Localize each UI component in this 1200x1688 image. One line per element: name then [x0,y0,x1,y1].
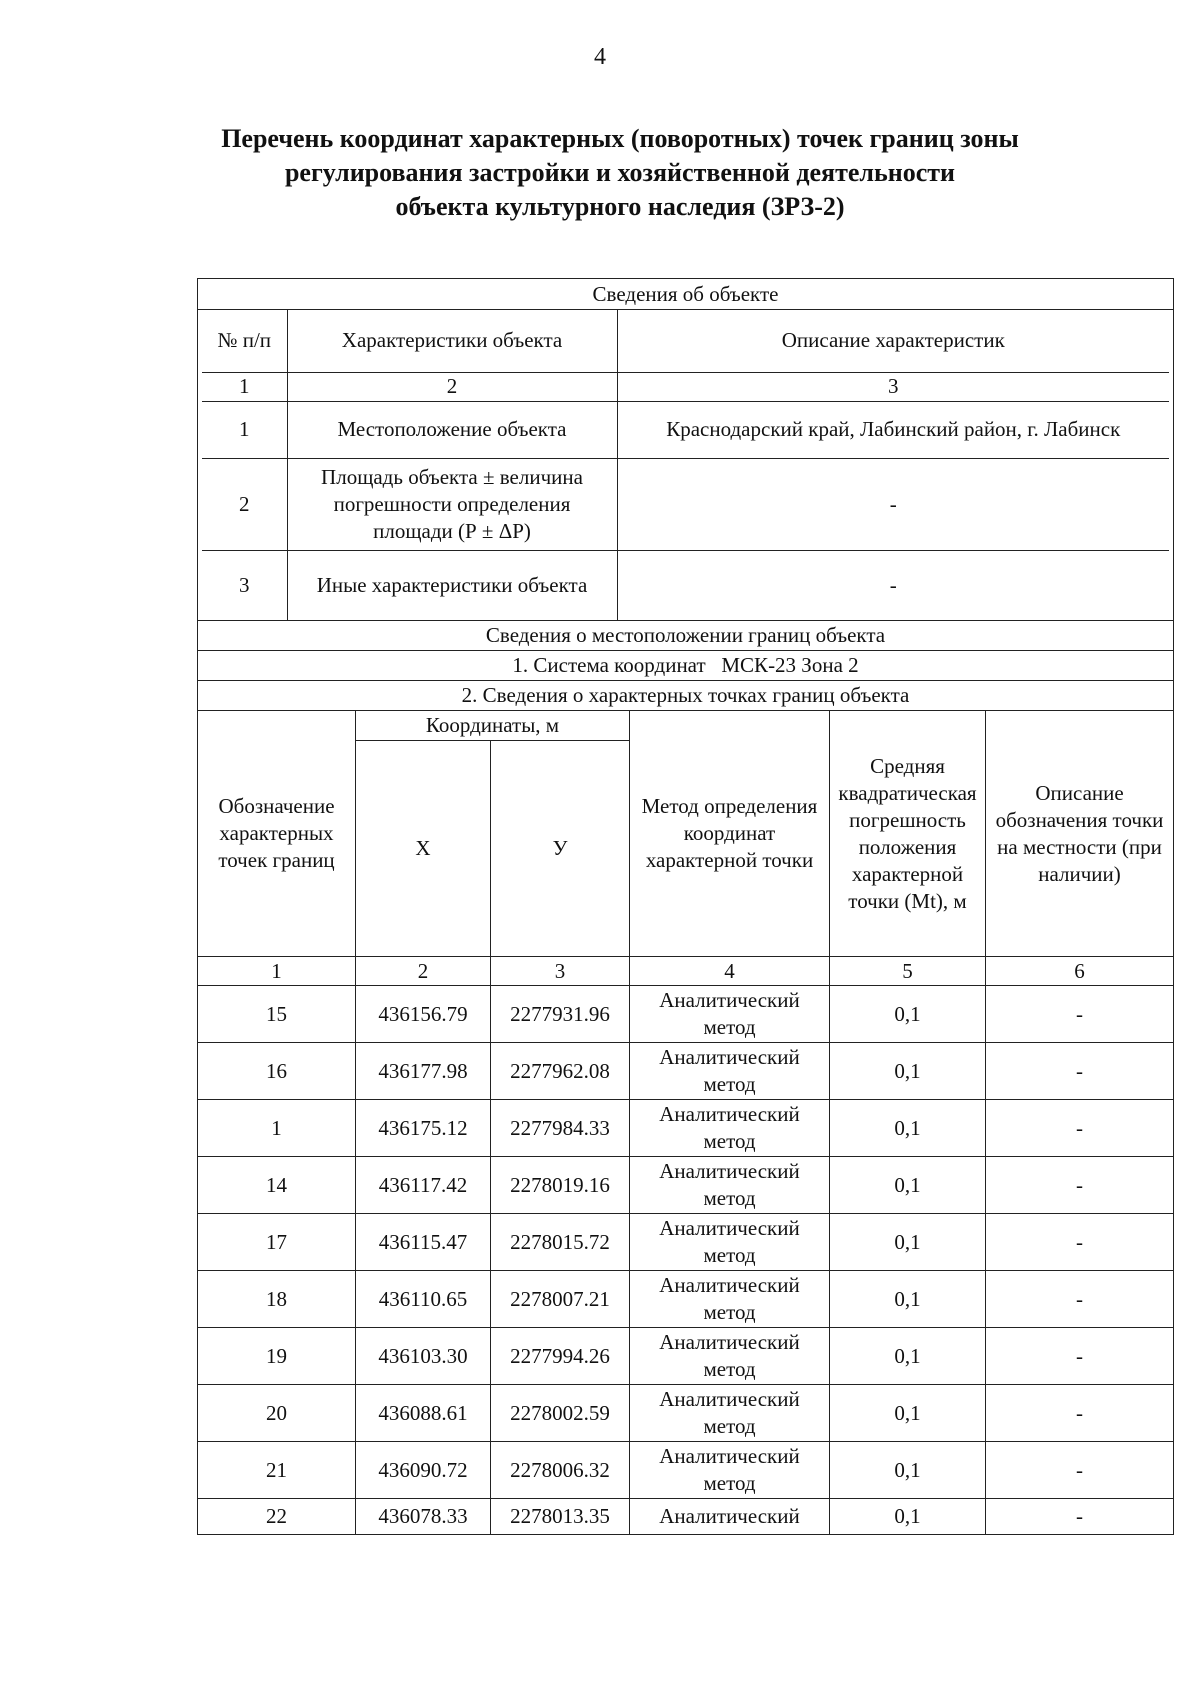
object-row-characteristic: Местоположение объекта [287,401,617,458]
object-row-description: - [617,458,1169,550]
coord-x: 436090.72 [356,1442,491,1499]
coord-x: 436177.98 [356,1043,491,1100]
coord-y: 2278007.21 [491,1271,630,1328]
coordinate-system: 1. Система координат МСК-23 Зона 2 [198,651,1174,681]
col-number: 4 [630,957,830,986]
method: Аналитический метод [630,1385,830,1442]
point-description: - [986,986,1174,1043]
coord-y: 2278019.16 [491,1157,630,1214]
page-number: 4 [594,44,606,70]
coord-y: 2278006.32 [491,1442,630,1499]
title-line-3: объекта культурного наследия (ЗРЗ-2) [395,192,845,221]
method: Аналитический метод [630,1043,830,1100]
point-id: 20 [198,1385,356,1442]
mean-error: 0,1 [830,1157,986,1214]
col-number: 5 [830,957,986,986]
mean-error: 0,1 [830,986,986,1043]
mean-error: 0,1 [830,1328,986,1385]
method: Аналитический метод [630,1157,830,1214]
coord-y: 2278013.35 [491,1499,630,1535]
coord-y: 2278002.59 [491,1385,630,1442]
method: Аналитический метод [630,1328,830,1385]
object-row-characteristic: Иные характеристики объекта [287,550,617,620]
coord-x: 436103.30 [356,1328,491,1385]
mean-error: 0,1 [830,1214,986,1271]
object-row-description: Краснодарский край, Лабинский район, г. Лабинск [617,401,1169,458]
title-line-2: регулирования застройки и хозяйственной деятельности [284,158,956,187]
point-id: 17 [198,1214,356,1271]
col-characteristic-label: Характеристики объекта [287,310,617,372]
point-description: - [986,1442,1174,1499]
method: Аналитический метод [630,1214,830,1271]
object-row-num: 1 [202,401,287,458]
coord-x: 436156.79 [356,986,491,1043]
point-description: - [986,1385,1174,1442]
table-row [198,1499,1174,1535]
table-row [198,1100,1174,1157]
object-row-num: 2 [202,458,287,550]
mean-error: 0,1 [830,1499,986,1535]
point-description: - [986,1043,1174,1100]
point-id: 15 [198,986,356,1043]
coord-x: 436115.47 [356,1214,491,1271]
object-row-characteristic: Площадь объекта ± величина погрешности определения площади (Р ± ΔР) [287,458,617,550]
col-number: 6 [986,957,1174,986]
object-row-description: - [617,550,1169,620]
method: Аналитический метод [630,986,830,1043]
point-id: 22 [198,1499,356,1535]
point-description: - [986,1157,1174,1214]
coord-y: 2277931.96 [491,986,630,1043]
table-row [198,1214,1174,1271]
coord-x: 436175.12 [356,1100,491,1157]
object-row-num: 3 [202,550,287,620]
method: Аналитический метод [630,1271,830,1328]
col-number: 1 [198,957,356,986]
mean-error: 0,1 [830,1100,986,1157]
col-y-label: У [491,741,630,957]
point-id: 21 [198,1442,356,1499]
mean-error: 0,1 [830,1385,986,1442]
mean-error: 0,1 [830,1271,986,1328]
col-error-label: Средняя квадратическая погрешность положения характерной точки (Mt), м [830,711,986,957]
coord-y: 2277984.33 [491,1100,630,1157]
point-id: 1 [198,1100,356,1157]
document-title [150,122,1090,224]
method: Аналитический [630,1499,830,1535]
points-header: 2. Сведения о характерных точках границ объекта [198,681,1174,711]
coord-x: 436110.65 [356,1271,491,1328]
col-number: 2 [287,372,617,401]
table-row [198,1043,1174,1100]
col-coords-label: Координаты, м [356,711,630,741]
col-point-label: Обозначение характерных точек границ [198,711,356,957]
table-row [198,1157,1174,1214]
col-num-label: № п/п [202,310,287,372]
col-number: 3 [491,957,630,986]
coord-y: 2277962.08 [491,1043,630,1100]
title-line-1: Перечень координат характерных (поворотных) точек границ зоны [221,124,1019,153]
object-info-header: Сведения об объекте [198,279,1174,310]
point-id: 16 [198,1043,356,1100]
col-number: 1 [202,372,287,401]
point-description: - [986,1214,1174,1271]
coord-y: 2277994.26 [491,1328,630,1385]
coord-y: 2278015.72 [491,1214,630,1271]
col-method-label: Метод определения координат характерной точки [630,711,830,957]
point-id: 14 [198,1157,356,1214]
coord-x: 436088.61 [356,1385,491,1442]
method: Аналитический метод [630,1100,830,1157]
point-description: - [986,1271,1174,1328]
col-desc-label: Описание обозначения точки на местности (при наличии) [986,711,1174,957]
table-row [198,1328,1174,1385]
table-row [198,986,1174,1043]
location-info-header: Сведения о местоположении границ объекта [198,621,1174,651]
coord-x: 436078.33 [356,1499,491,1535]
point-id: 18 [198,1271,356,1328]
col-number: 2 [356,957,491,986]
table-row [198,1385,1174,1442]
table-row [198,1442,1174,1499]
point-description: - [986,1328,1174,1385]
point-description: - [986,1100,1174,1157]
coordinates-table [197,278,1174,1535]
col-number: 3 [617,372,1169,401]
point-description: - [986,1499,1174,1535]
coord-x: 436117.42 [356,1157,491,1214]
method: Аналитический метод [630,1442,830,1499]
table-row [198,1271,1174,1328]
mean-error: 0,1 [830,1043,986,1100]
mean-error: 0,1 [830,1442,986,1499]
point-id: 19 [198,1328,356,1385]
object-info-header-row [198,310,1174,621]
col-description-label: Описание характеристик [617,310,1169,372]
col-x-label: X [356,741,491,957]
